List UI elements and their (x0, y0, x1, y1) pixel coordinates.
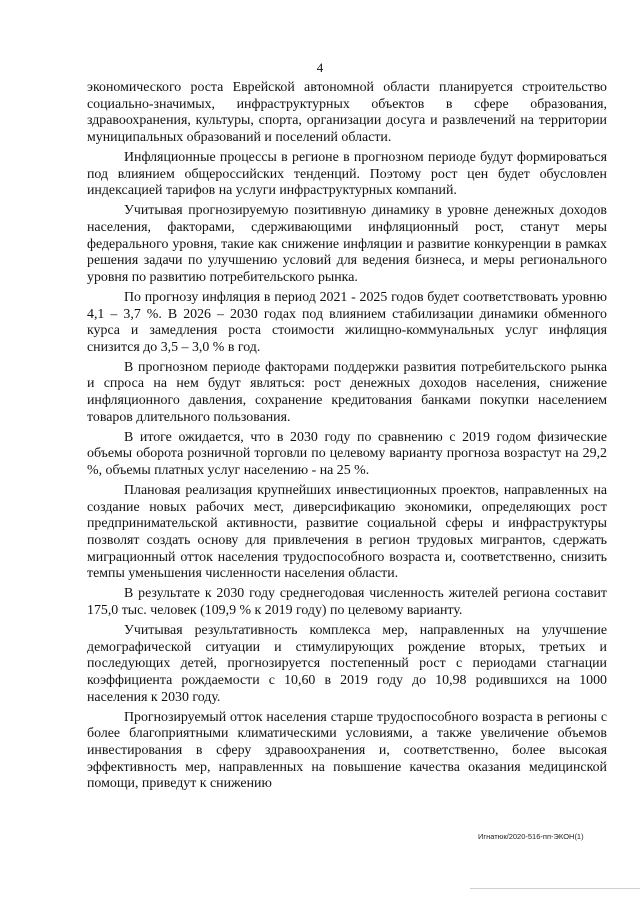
paragraph-inflation-forecast: По прогнозу инфляция в период 2021 - 2025 годов будет соответствовать уровню 4,1 – 3,7 %. В 2026 – 2030 годах под влиянием стабилизации динамики обменного курса и замедления роста стоимости жилищно-коммунальных услуг инфляция снизится до 3,5 – 3,0 % в год. (87, 289, 607, 355)
paragraph-consumer-market: В прогнозном периоде факторами поддержки развития потребительского рынка и спроса на нем будут являться: рост денежных доходов населения, снижение инфляционного давления, сохранение кредитования банками покупки населением товаров длительного пользования. (87, 359, 607, 425)
paragraph-population: В результате к 2030 году среднегодовая численность жителей региона составит 175,0 тыс. человек (109,9 % к 2019 году) по целевому варианту. (87, 586, 607, 618)
paragraph-continued: экономического роста Еврейской автономной области планируется строительство социально-значимых, инфраструктурных объектов в сфере образования, здравоохранения, культуры, спорта, организации досуга и развлечений на территории муниципальных образований и поселений области. (87, 80, 607, 145)
paragraph-income-dynamics: Учитывая прогнозируемую позитивную динамику в уровне денежных доходов населения, факторами, сдерживающими инфляционный рост, станут меры федерального уровня, такие как снижение инфляции и развитие конкуренции в рамках решения задачи по улучшению условий для ведения бизнеса, и меры регионального уровня по развитию потребительского рынка. (87, 203, 607, 285)
footer-document-code: Игнатюк/2020-516-пп-ЭКОН(1) (478, 832, 584, 841)
paragraph-birth-rate: Учитывая результативность комплекса мер, направленных на улучшение демографической ситуации и стимулирующих рождение вторых, третьих и последующих детей, прогнозируется постепенный рост с периодами стагнации коэффициента рождаемости с 10,60 в 2019 году до 10,98 родившихся на 1000 населения к 2030 году. (87, 623, 607, 705)
bottom-rule (470, 888, 640, 889)
page-number: 4 (316, 60, 324, 75)
paragraph-retail-turnover: В итоге ожидается, что в 2030 году по сравнению с 2019 годом физические объемы оборота розничной торговли по целевому варианту прогноза возрастут на 29,2 %, объемы платных услуг населению - на 25 %. (87, 429, 607, 479)
paragraph-healthcare: Прогнозируемый отток населения старше трудоспособного возраста в регионы с более благоприятными климатическими условиями, а также увеличение объемов инвестирования в сферу здравоохранения и, соответственно, более высокая эффективность мер, направленных на повышение качества оказания медицинской помощи, приведут к снижению (87, 709, 607, 792)
document-body (87, 80, 607, 793)
paragraph-inflation: Инфляционные процессы в регионе в прогнозном периоде будут формироваться под влиянием общероссийских тенденций. Поэтому рост цен будет обусловлен индексацией тарифов на услуги инфраструктурных компаний. (87, 149, 607, 199)
paragraph-investment-projects: Плановая реализация крупнейших инвестиционных проектов, направленных на создание новых рабочих мест, диверсификацию экономики, определяющих рост предпринимательской активности, развитие социальной сферы и инфраструктуры позволят создать основу для привлечения в регион трудовых мигрантов, сдержать миграционный отток населения трудоспособного возраста и, соответственно, снизить темпы уменьшения численности населения области. (87, 483, 607, 582)
